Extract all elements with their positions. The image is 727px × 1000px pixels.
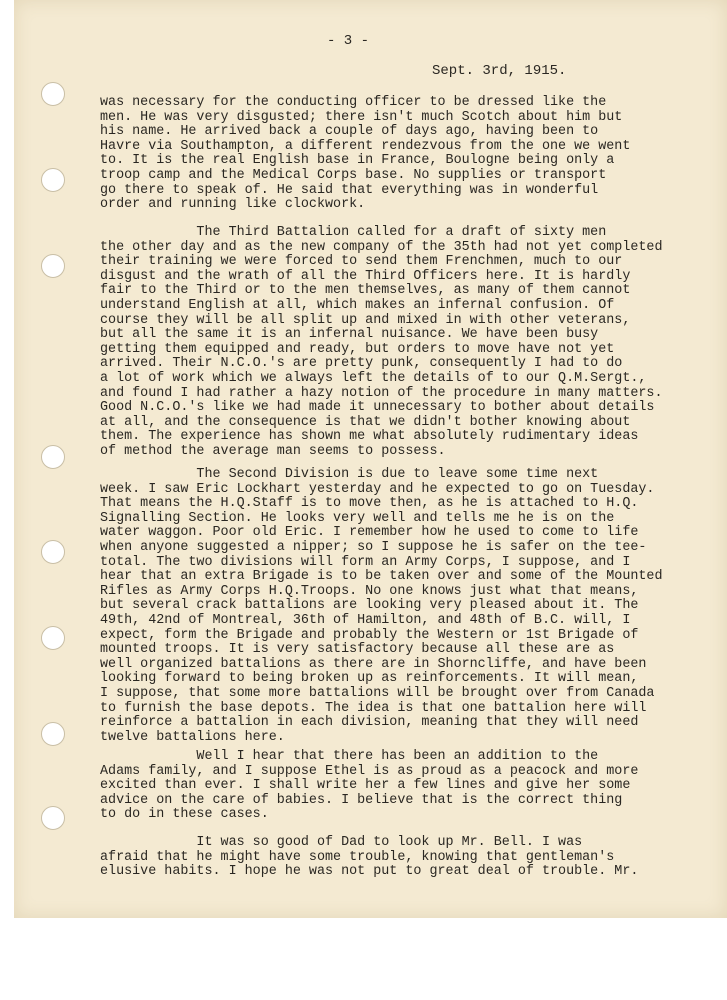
text-line: but several crack battalions are looking very pleased about it. The [100, 598, 639, 614]
text-line: afraid that he might have some trouble, knowing that gentleman's [100, 849, 615, 865]
binder-hole [41, 540, 65, 564]
text-line: arrived. Their N.C.O.'s are pretty punk, consequently I had to do [100, 356, 623, 372]
text-line: at all, and the consequence is that we didn't bother knowing about [100, 414, 631, 430]
text-line: when anyone suggested a nipper; so I suppose he is safer on the tee- [100, 539, 647, 555]
text-line: week. I saw Eric Lockhart yesterday and he expected to go on Tuesday. [100, 481, 655, 497]
binder-hole [41, 626, 65, 650]
binder-hole [41, 168, 65, 192]
text-line: and found I had rather a hazy notion of the procedure in many matters. [100, 385, 663, 401]
text-line: advice on the care of babies. I believe that is the correct thing [100, 792, 623, 808]
text-line: but all the same it is an infernal nuisance. We have been busy [100, 327, 599, 343]
paragraph [100, 226, 663, 460]
text-line: The Third Battalion called for a draft of sixty men [100, 225, 607, 240]
text-line: reinforce a battalion in each division, meaning that they will need [100, 715, 639, 731]
text-line: It was so good of Dad to look up Mr. Bell. I was [100, 835, 583, 850]
text-line: Good N.C.O.'s like we had made it unnecessary to bother about details [100, 400, 655, 416]
text-line: getting them equipped and ready, but orders to move have not yet [100, 341, 615, 357]
text-line: elusive habits. I hope he was not put to great deal of trouble. Mr. [100, 864, 639, 880]
binder-hole [41, 722, 65, 746]
text-line: Signalling Section. He looks very well and tells me he is on the [100, 510, 615, 526]
binder-hole [41, 254, 65, 278]
paragraph [100, 750, 638, 823]
text-line: That means the H.Q.Staff is to move then, as he is attached to H.Q. [100, 496, 639, 512]
page-number: - 3 - [327, 33, 370, 49]
text-line: them. The experience has shown me what absolutely rudimentary ideas [100, 429, 639, 445]
text-line: well organized battalions as there are in Shorncliffe, and have been [100, 656, 647, 672]
text-line: fair to the Third or to the men themselves, as many of them cannot [100, 283, 631, 299]
text-line: twelve battalions here. [100, 729, 285, 745]
text-line: hear that an extra Brigade is to be taken over and some of the Mounted [100, 569, 663, 585]
text-line: 49th, 42nd of Montreal, 36th of Hamilton, and 48th of B.C. will, I [100, 612, 631, 628]
text-line: to furnish the base depots. The idea is that one battalion here will [100, 700, 647, 716]
binder-hole [41, 445, 65, 469]
text-line: troop camp and the Medical Corps base. No supplies or transport [100, 167, 607, 183]
text-line: order and running like clockwork. [100, 197, 366, 213]
text-line: to. It is the real English base in France, Boulogne being only a [100, 153, 615, 169]
paragraph [100, 836, 638, 880]
text-line: to do in these cases. [100, 807, 269, 823]
text-line: of method the average man seems to possess. [100, 443, 446, 459]
text-line: mounted troops. It is very satisfactory because all these are as [100, 642, 615, 658]
paragraph [100, 96, 630, 213]
text-line: the other day and as the new company of the 35th had not yet completed [100, 239, 663, 255]
text-line: looking forward to being broken up as reinforcements. It will mean, [100, 671, 639, 687]
text-line: go there to speak of. He said that everything was in wonderful [100, 182, 599, 198]
text-line: excited than ever. I shall write her a few lines and give her some [100, 778, 631, 794]
letter-date: Sept. 3rd, 1915. [432, 63, 567, 79]
binder-hole [41, 82, 65, 106]
binder-hole [41, 806, 65, 830]
text-line: total. The two divisions will form an Army Corps, I suppose, and I [100, 554, 631, 570]
text-line: understand English at all, which makes an infernal confusion. Of [100, 297, 615, 313]
text-line: his name. He arrived back a couple of days ago, having been to [100, 124, 599, 140]
text-line: The Second Division is due to leave some time next [100, 467, 599, 482]
text-line: Havre via Southampton, a different rendezvous from the one we went [100, 138, 631, 154]
text-line: Well I hear that there has been an addition to the [100, 749, 599, 764]
paragraph [100, 468, 663, 745]
text-line: water waggon. Poor old Eric. I remember how he used to come to life [100, 525, 639, 541]
text-line: disgust and the wrath of all the Third Officers here. It is hardly [100, 268, 631, 284]
text-line: expect, form the Brigade and probably the Western or 1st Brigade of [100, 627, 639, 643]
text-line: course they will be all split up and mixed in with other veterans, [100, 312, 631, 328]
text-line: I suppose, that some more battalions will be brought over from Canada [100, 685, 655, 701]
text-line: was necessary for the conducting officer to be dressed like the [100, 95, 607, 110]
text-line: men. He was very disgusted; there isn't much Scotch about him but [100, 109, 623, 125]
text-line: Adams family, and I suppose Ethel is as proud as a peacock and more [100, 763, 639, 779]
text-line: Rifles as Army Corps H.Q.Troops. No one knows just what that means, [100, 583, 639, 599]
text-line: their training we were forced to send them Frenchmen, much to our [100, 254, 623, 270]
text-line: a lot of work which we always left the details of to our Q.M.Sergt., [100, 370, 647, 386]
